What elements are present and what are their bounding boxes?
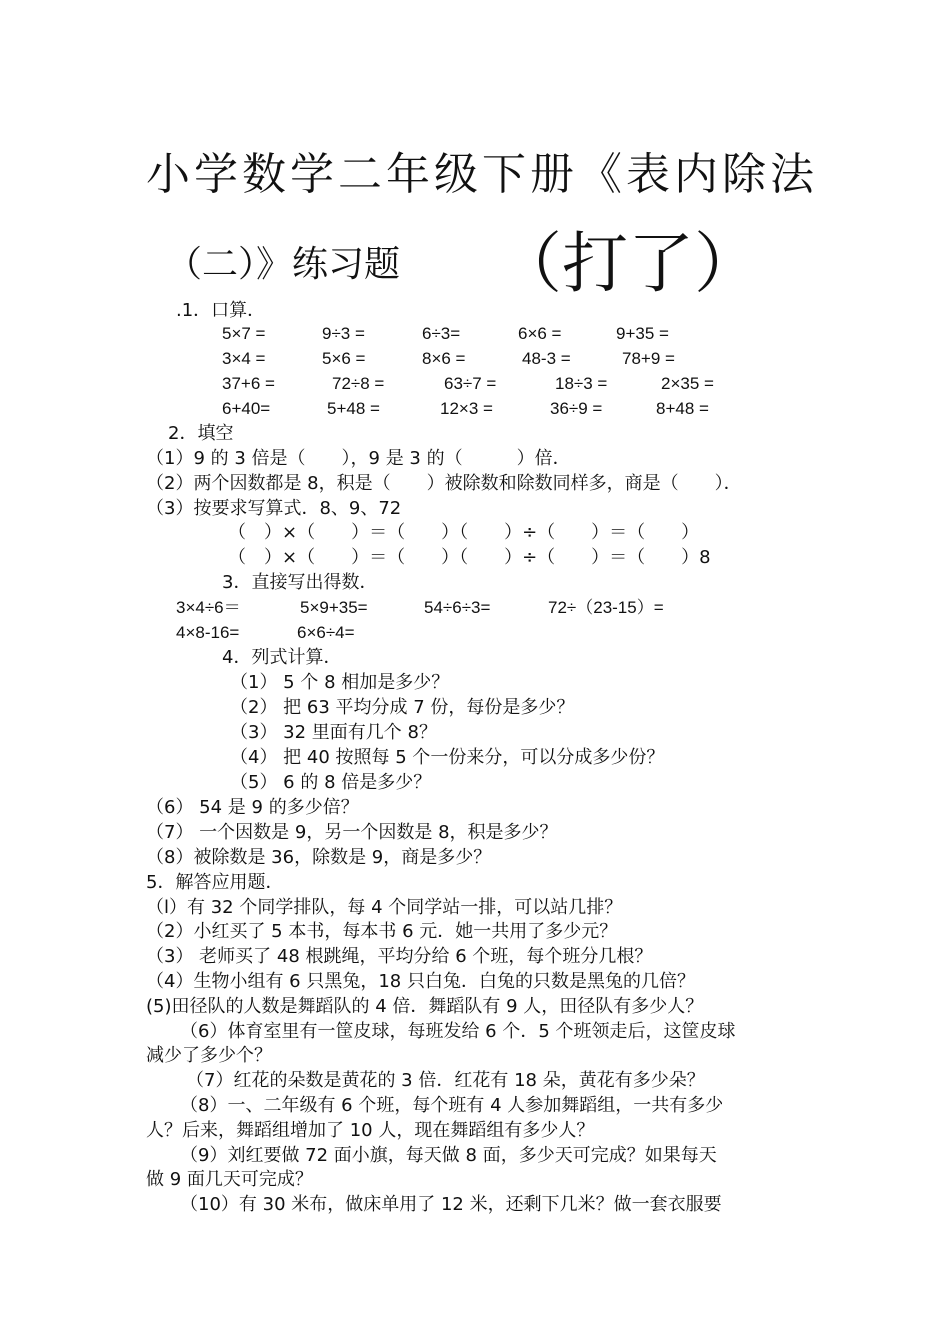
page-title-line2: （二）》练习题 [166,244,401,285]
page-title-annotation: （打了） [496,225,760,302]
oral-calc-item: 78+9 = [622,349,675,368]
list-calc-item: （5） 6 的 8 倍是多少？ [230,772,432,793]
word-problem-6: （6）体育室里有一筐皮球，每班发给 6 个．5 个班领走后，这筐皮球 [180,1021,736,1042]
word-problem-6-cont: 减少了多少个？ [146,1045,272,1066]
word-problem-1: （l）有 32 个同学排队，每 4 个同学站一排，可以站几排？ [146,897,623,918]
direct-answer-item: 4×8-16= [176,623,240,642]
word-problem-10: （10）有 30 米布，做床单用了 12 米，还剩下几米？做一套衣服要 [180,1194,722,1215]
section2-heading: 2．填空 [168,423,234,444]
oral-calc-item: 63÷7 = [444,374,497,393]
list-calc-item: （4） 把 40 按照每 5 个一份来分，可以分成多少份？ [230,747,665,768]
direct-answer-item: 72÷（23-15）= [548,598,664,617]
word-problem-4: （4）生物小组有 6 只黑兔，18 只白兔．白兔的只数是黑兔的几倍？ [146,971,695,992]
word-problem-5: (5)田径队的人数是舞蹈队的 4 倍．舞蹈队有 9 人，田径队有多少人？ [146,996,704,1017]
oral-calc-item: 3×4 = [222,349,266,368]
oral-calc-item: 8×6 = [422,349,466,368]
word-problem-7: （7）红花的朵数是黄花的 3 倍．红花有 18 朵，黄花有多少朵？ [186,1070,705,1091]
oral-calc-item: 2×35 = [661,374,714,393]
list-calc-item: （3） 32 里面有几个 8？ [230,722,437,743]
fill-question-3: （3）按要求写算式．8、9、72 [146,498,402,519]
word-problem-3: （3） 老师买了 48 根跳绳，平均分给 6 个班，每个班分几根？ [146,946,653,967]
oral-calc-item: 5×6 = [322,349,366,368]
list-calc-item: （6） 54 是 9 的多少倍？ [146,797,359,818]
section4-heading: 4．列式计算． [222,647,342,668]
word-problem-8-cont: 人？后来，舞蹈组增加了 10 人，现在舞蹈组有多少人？ [146,1120,595,1141]
section1-heading: .1．口算． [176,300,266,321]
oral-calc-item: 6÷3= [422,324,461,343]
list-calc-item: （7） 一个因数是 9，另一个因数是 8，积是多少？ [146,822,558,843]
formula-blank-line-2: （ ）×（ ）＝（ ）（ ）÷（ ）＝（ ）8 [228,547,711,568]
oral-calc-item: 6×6 = [518,324,562,343]
list-calc-item: （2） 把 63 平均分成 7 份，每份是多少？ [230,697,575,718]
fill-question-1: （1）9 的 3 倍是（ ），9 是 3 的（ ）倍． [146,448,571,469]
direct-answer-item: 3×4÷6＝ [176,598,241,617]
oral-calc-item: 6+40= [222,399,271,418]
list-calc-item: （1） 5 个 8 相加是多少？ [230,672,450,693]
fill-question-2: （2）两个因数都是 8，积是（ ）被除数和除数同样多，商是（ ）． [146,473,742,494]
page-title-line1: 小学数学二年级下册《表内除法 [146,149,818,200]
section3-heading: 3．直接写出得数． [222,572,378,593]
oral-calc-item: 8+48 = [656,399,709,418]
oral-calc-item: 5+48 = [327,399,380,418]
oral-calc-item: 9÷3 = [322,324,365,343]
oral-calc-item: 18÷3 = [555,374,608,393]
oral-calc-item: 9+35 = [616,324,669,343]
oral-calc-item: 36÷9 = [550,399,603,418]
formula-blank-line-1: （ ）×（ ）＝（ ）（ ）÷（ ）＝（ ） [228,522,700,543]
oral-calc-item: 5×7 = [222,324,266,343]
word-problem-9-cont: 做 9 面几天可完成？ [146,1169,313,1190]
word-problem-8: （8）一、二年级有 6 个班，每个班有 4 人参加舞蹈组，一共有多少 [180,1095,724,1116]
oral-calc-item: 72÷8 = [332,374,385,393]
word-problem-9: （9）刘红要做 72 面小旗，每天做 8 面，多少天可完成？如果每天 [180,1145,717,1166]
word-problem-2: （2）小红买了 5 本书，每本书 6 元．她一共用了多少元？ [146,921,618,942]
list-calc-item: （8）被除数是 36，除数是 9，商是多少？ [146,847,492,868]
oral-calc-item: 48-3 = [522,349,571,368]
section5-heading: 5．解答应用题． [146,872,284,893]
direct-answer-item: 6×6÷4= [297,623,355,642]
oral-calc-item: 12×3 = [440,399,493,418]
direct-answer-item: 54÷6÷3= [424,598,491,617]
direct-answer-item: 5×9+35= [300,598,368,617]
oral-calc-item: 37+6 = [222,374,275,393]
